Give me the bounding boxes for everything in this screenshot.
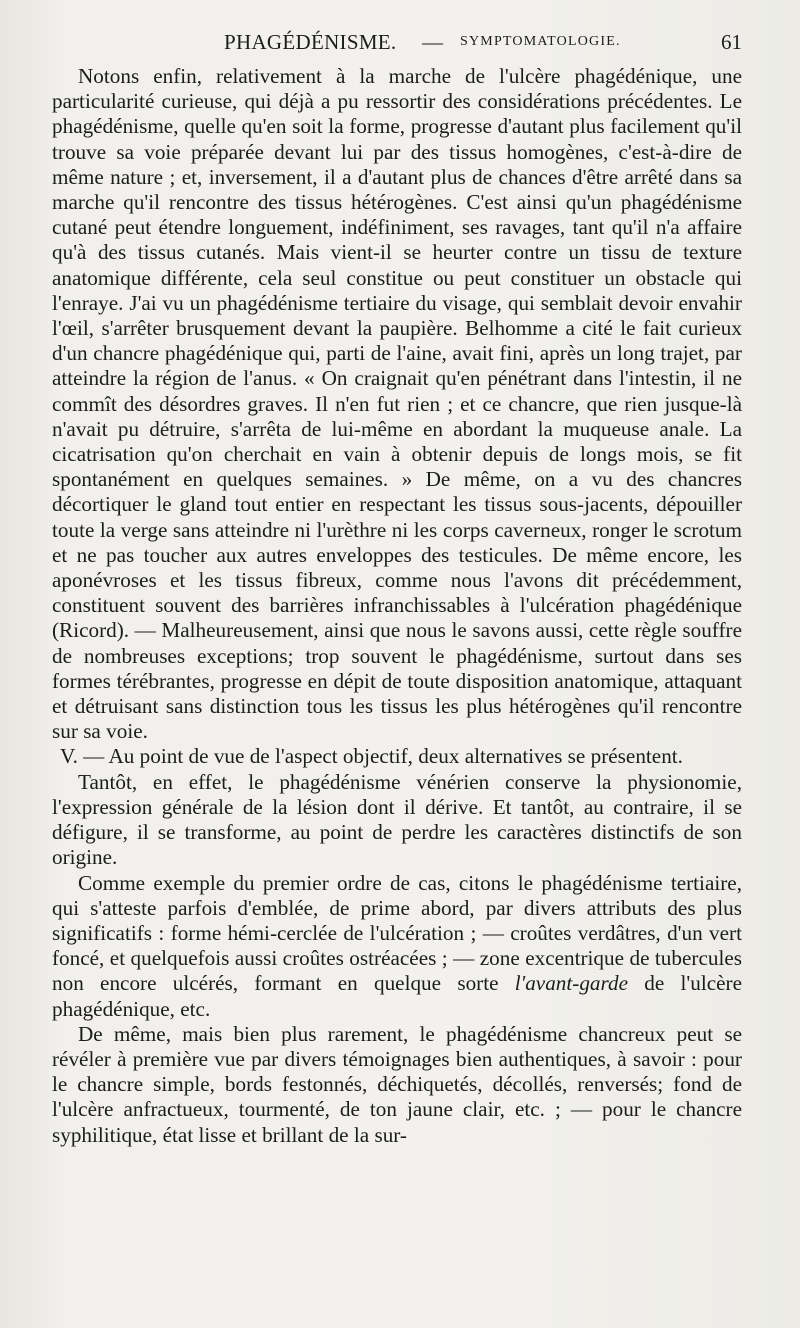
page-body	[52, 64, 742, 1148]
paragraph-4	[52, 871, 742, 1022]
paragraph-4-tail: de l'ulcère phagédénique, etc.	[52, 971, 743, 1021]
header-subtitle: SYMPTOMATOLOGIE.	[460, 34, 621, 49]
header-title: PHAGÉDÉNISME.	[224, 30, 397, 54]
running-header	[52, 30, 742, 60]
paragraph-section-v: V. — Au point de vue de l'aspect objectif, deux alternatives se présentent.	[60, 744, 683, 769]
page-number: 61	[721, 30, 742, 54]
header-dash: —	[422, 30, 443, 54]
paragraph-1: Notons enfin, relativement à la marche de l'ulcère phagédénique, une particularité curieuse, qui déjà a pu ressortir des considérations précédentes. Le phagédénisme, quelle qu'en soit la forme, progresse d'autant plus facilement qu'il trouve sa voie préparée devant lui par des tissus homogènes, c'est-à-dire de même nature ; et, inversement, il a d'autant plus de chances d'être arrêté dans sa marche qu'il rencontre des tissus hétérogènes. C'est ainsi qu'un phagédénisme cutané peut étendre longuement, indéfiniment, ses ravages, tant qu'il n'a affaire qu'à des tissus cutanés. Mais vient-il se heurter contre un tissu de texture anatomique différente, cela seul constitue ou peut constituer un obstacle qui l'enraye. J'ai vu un phagédénisme tertiaire du visage, qui semblait devoir envahir l'œil, s'arrêter brusquement devant la paupière. Belhomme a cité le fait curieux d'un chancre phagédénique qui, parti de l'aine, avait fini, après un long trajet, par atteindre la région de l'anus. « On craignait qu'en pénétrant dans l'intestin, il ne commît des désordres graves. Il n'en fut rien ; et ce chancre, que rien jusque-là n'avait pu détruire, s'arrêta de lui-même en abordant la muqueuse anale. La cicatrisation qu'on cherchait en vain à obtenir depuis de longs mois, se fit spontanément en quelques semaines. » De même, on a vu des chancres décortiquer le gland tout entier en respectant les tissus sous-jacents, dépouiller toute la verge sans atteindre ni l'urèthre ni les corps caverneux, ronger le scrotum et ne pas toucher aux autres enveloppes des testicules. De même encore, les aponévroses et les tissus fibreux, comme nous l'avons dit précédemment, constituent souvent des barrières infranchissables à l'ulcération phagédénique (Ricord). — Malheureusement, ainsi que nous le savons aussi, cette règle souffre de nombreuses exceptions; trop souvent le phagédénisme, surtout dans ses formes térébrantes, progresse en dépit de toute disposition anatomique, attaquant et détruisant sans distinction tous les tissus les plus hétérogènes qu'il rencontre sur sa voie.	[52, 64, 742, 744]
paragraph-5: De même, mais bien plus rarement, le phagédénisme chancreux peut se révéler à première vue par divers témoignages bien authentiques, à savoir : pour le chancre simple, bords festonnés, déchiquetés, décollés, renversés; fond de l'ulcère anfractueux, tourmenté, de ton jaune clair, etc. ; — pour le chancre syphilitique, état lisse et brillant de la sur-	[52, 1021, 742, 1147]
paragraph-4-italic: l'avant-garde	[514, 971, 628, 996]
paragraph-3: Tantôt, en effet, le phagédénisme vénérien conserve la physionomie, l'expression générale de la lésion dont il dérive. Et tantôt, au contraire, il se défigure, il se transforme, au point de perdre les caractères distinctifs de son origine.	[52, 769, 742, 870]
paragraph-4-text: Comme exemple du premier ordre de cas, citons le phagédénisme tertiaire, qui s'atteste parfois d'emblée, de prime abord, par divers attributs des plus significatifs : forme hémi-cerclée de l'ulcération ; — croûtes verdâtres, d'un vert foncé, et quelquefois aussi croûtes ostréacées ; — zone excentrique de tubercules non encore ulcérés, formant en quelque sorte	[52, 870, 742, 996]
